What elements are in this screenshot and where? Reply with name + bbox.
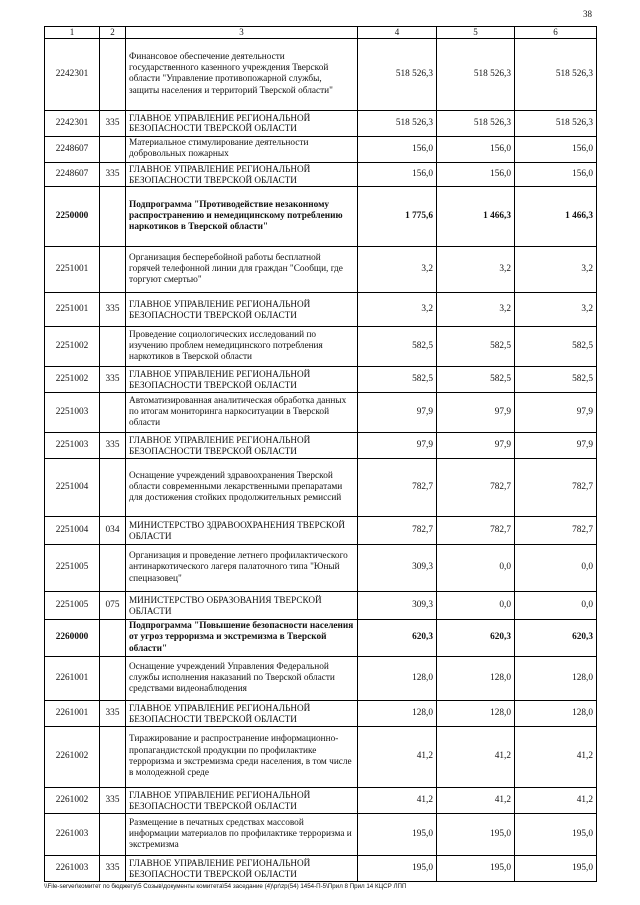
row-value-2: 195,0 bbox=[437, 856, 515, 882]
row-code: 2261002 bbox=[45, 727, 100, 788]
row-subcode: 034 bbox=[100, 517, 126, 545]
table-row bbox=[45, 701, 597, 727]
table-row bbox=[45, 393, 597, 433]
row-value-2: 156,0 bbox=[437, 136, 515, 162]
row-value-3: 3,2 bbox=[515, 293, 597, 327]
row-value-3: 518 526,3 bbox=[515, 110, 597, 136]
row-name: Размещение в печатных средствах массовой информации материалов по профилактике терроризма и экстремизма bbox=[126, 814, 358, 856]
column-header: 1 bbox=[45, 27, 100, 39]
row-value-1: 518 526,3 bbox=[358, 110, 437, 136]
row-code: 2260000 bbox=[45, 620, 100, 657]
row-value-2: 128,0 bbox=[437, 657, 515, 701]
table-row bbox=[45, 459, 597, 517]
row-code: 2251005 bbox=[45, 545, 100, 592]
row-value-2: 1 466,3 bbox=[437, 187, 515, 247]
row-code: 2251004 bbox=[45, 517, 100, 545]
row-code: 2251005 bbox=[45, 592, 100, 620]
row-value-2: 582,5 bbox=[437, 367, 515, 393]
row-value-3: 782,7 bbox=[515, 517, 597, 545]
table-row bbox=[45, 136, 597, 162]
row-value-1: 309,3 bbox=[358, 545, 437, 592]
row-subcode: 335 bbox=[100, 110, 126, 136]
row-value-3: 128,0 bbox=[515, 701, 597, 727]
row-subcode: 075 bbox=[100, 592, 126, 620]
row-code: 2251001 bbox=[45, 293, 100, 327]
row-value-1: 195,0 bbox=[358, 814, 437, 856]
row-value-2: 41,2 bbox=[437, 727, 515, 788]
row-value-3: 3,2 bbox=[515, 247, 597, 293]
column-header: 2 bbox=[100, 27, 126, 39]
row-subcode: 335 bbox=[100, 367, 126, 393]
row-name: Организация и проведение летнего профилактического антинаркотического лагеря палаточного типа "Юный спецназовец" bbox=[126, 545, 358, 592]
row-subcode bbox=[100, 814, 126, 856]
budget-table bbox=[44, 26, 597, 882]
row-code: 2248607 bbox=[45, 162, 100, 186]
column-header: 4 bbox=[358, 27, 437, 39]
table-row bbox=[45, 433, 597, 459]
row-name: Организация бесперебойной работы бесплатной горячей телефонной линии для граждан "Сообщи, где торгуют смертью" bbox=[126, 247, 358, 293]
row-code: 2251003 bbox=[45, 393, 100, 433]
row-name: МИНИСТЕРСТВО ОБРАЗОВАНИЯ ТВЕРСКОЙ ОБЛАСТИ bbox=[126, 592, 358, 620]
row-value-3: 156,0 bbox=[515, 136, 597, 162]
row-value-3: 97,9 bbox=[515, 393, 597, 433]
row-code: 2261001 bbox=[45, 657, 100, 701]
row-value-3: 41,2 bbox=[515, 788, 597, 814]
row-subcode: 335 bbox=[100, 856, 126, 882]
table-row bbox=[45, 327, 597, 367]
table-row bbox=[45, 727, 597, 788]
row-name: Подпрограмма "Противодействие незаконному распространению и немедицинскому потреблению наркотиков в Тверской области" bbox=[126, 187, 358, 247]
row-name: Финансовое обеспечение деятельности государственного казенного учреждения Тверской области "Управление противопожарной службы, защиты населения и территорий Тверской области" bbox=[126, 38, 358, 110]
row-code: 2261003 bbox=[45, 856, 100, 882]
row-subcode: 335 bbox=[100, 788, 126, 814]
row-value-2: 0,0 bbox=[437, 592, 515, 620]
row-value-3: 156,0 bbox=[515, 162, 597, 186]
row-value-2: 41,2 bbox=[437, 788, 515, 814]
row-name: ГЛАВНОЕ УПРАВЛЕНИЕ РЕГИОНАЛЬНОЙ БЕЗОПАСНОСТИ ТВЕРСКОЙ ОБЛАСТИ bbox=[126, 110, 358, 136]
row-value-1: 128,0 bbox=[358, 657, 437, 701]
column-header: 3 bbox=[126, 27, 358, 39]
row-value-2: 128,0 bbox=[437, 701, 515, 727]
row-value-2: 3,2 bbox=[437, 293, 515, 327]
row-subcode: 335 bbox=[100, 293, 126, 327]
row-name: ГЛАВНОЕ УПРАВЛЕНИЕ РЕГИОНАЛЬНОЙ БЕЗОПАСНОСТИ ТВЕРСКОЙ ОБЛАСТИ bbox=[126, 162, 358, 186]
row-name: МИНИСТЕРСТВО ЗДРАВООХРАНЕНИЯ ТВЕРСКОЙ ОБЛАСТИ bbox=[126, 517, 358, 545]
row-code: 2251002 bbox=[45, 327, 100, 367]
row-subcode: 335 bbox=[100, 162, 126, 186]
row-value-2: 3,2 bbox=[437, 247, 515, 293]
row-name: ГЛАВНОЕ УПРАВЛЕНИЕ РЕГИОНАЛЬНОЙ БЕЗОПАСНОСТИ ТВЕРСКОЙ ОБЛАСТИ bbox=[126, 856, 358, 882]
row-value-1: 156,0 bbox=[358, 162, 437, 186]
row-value-1: 97,9 bbox=[358, 393, 437, 433]
table-row bbox=[45, 814, 597, 856]
row-value-3: 195,0 bbox=[515, 856, 597, 882]
row-name: ГЛАВНОЕ УПРАВЛЕНИЕ РЕГИОНАЛЬНОЙ БЕЗОПАСНОСТИ ТВЕРСКОЙ ОБЛАСТИ bbox=[126, 701, 358, 727]
row-name: Проведение социологических исследований по изучению проблем немедицинского потребления наркотиков в Тверской области bbox=[126, 327, 358, 367]
row-value-3: 41,2 bbox=[515, 727, 597, 788]
row-value-1: 782,7 bbox=[358, 517, 437, 545]
row-subcode bbox=[100, 327, 126, 367]
row-subcode bbox=[100, 38, 126, 110]
row-code: 2248607 bbox=[45, 136, 100, 162]
row-value-2: 0,0 bbox=[437, 545, 515, 592]
table-row bbox=[45, 517, 597, 545]
row-value-1: 195,0 bbox=[358, 856, 437, 882]
row-value-1: 3,2 bbox=[358, 293, 437, 327]
column-header: 5 bbox=[437, 27, 515, 39]
row-subcode: 335 bbox=[100, 701, 126, 727]
row-value-1: 41,2 bbox=[358, 788, 437, 814]
row-subcode bbox=[100, 727, 126, 788]
row-value-2: 782,7 bbox=[437, 517, 515, 545]
row-name: Подпрограмма "Повышение безопасности населения от угроз терроризма и экстремизма в Тверской области" bbox=[126, 620, 358, 657]
row-value-1: 620,3 bbox=[358, 620, 437, 657]
table-row bbox=[45, 187, 597, 247]
row-name: Оснащение учреждений здравоохранения Тверской области современными лекарственными препаратами для достижения стойких продолжительных ремиссий bbox=[126, 459, 358, 517]
row-subcode bbox=[100, 459, 126, 517]
table-row bbox=[45, 657, 597, 701]
row-name: Автоматизированная аналитическая обработка данных по итогам мониторинга наркоситуации в Тверской области bbox=[126, 393, 358, 433]
row-code: 2251003 bbox=[45, 433, 100, 459]
row-value-3: 0,0 bbox=[515, 545, 597, 592]
table-row bbox=[45, 545, 597, 592]
row-name: Оснащение учреждений Управления Федеральной службы исполнения наказаний по Тверской области средствами видеонаблюдения bbox=[126, 657, 358, 701]
file-path-footer: \\File-server\комитет по бюджету\5 Созыв\документы комитета\54 заседание (4)\pr\zp(54) 1454-П-5\Прил 8 Прил 14 КЦСР ЛПП bbox=[44, 883, 407, 890]
row-value-1: 1 775,6 bbox=[358, 187, 437, 247]
row-value-2: 582,5 bbox=[437, 327, 515, 367]
row-value-1: 518 526,3 bbox=[358, 38, 437, 110]
table-row bbox=[45, 110, 597, 136]
row-name: ГЛАВНОЕ УПРАВЛЕНИЕ РЕГИОНАЛЬНОЙ БЕЗОПАСНОСТИ ТВЕРСКОЙ ОБЛАСТИ bbox=[126, 293, 358, 327]
row-code: 2251002 bbox=[45, 367, 100, 393]
table-row bbox=[45, 592, 597, 620]
row-value-1: 128,0 bbox=[358, 701, 437, 727]
row-value-2: 518 526,3 bbox=[437, 110, 515, 136]
page-number: 38 bbox=[583, 9, 592, 19]
row-value-3: 128,0 bbox=[515, 657, 597, 701]
row-code: 2242301 bbox=[45, 110, 100, 136]
table-row bbox=[45, 620, 597, 657]
row-subcode bbox=[100, 393, 126, 433]
row-name: ГЛАВНОЕ УПРАВЛЕНИЕ РЕГИОНАЛЬНОЙ БЕЗОПАСНОСТИ ТВЕРСКОЙ ОБЛАСТИ bbox=[126, 367, 358, 393]
row-code: 2261001 bbox=[45, 701, 100, 727]
row-name: ГЛАВНОЕ УПРАВЛЕНИЕ РЕГИОНАЛЬНОЙ БЕЗОПАСНОСТИ ТВЕРСКОЙ ОБЛАСТИ bbox=[126, 788, 358, 814]
table-row bbox=[45, 247, 597, 293]
row-code: 2250000 bbox=[45, 187, 100, 247]
row-subcode bbox=[100, 545, 126, 592]
row-subcode bbox=[100, 620, 126, 657]
column-header: 6 bbox=[515, 27, 597, 39]
row-value-3: 620,3 bbox=[515, 620, 597, 657]
row-value-1: 309,3 bbox=[358, 592, 437, 620]
row-value-1: 782,7 bbox=[358, 459, 437, 517]
row-name: ГЛАВНОЕ УПРАВЛЕНИЕ РЕГИОНАЛЬНОЙ БЕЗОПАСНОСТИ ТВЕРСКОЙ ОБЛАСТИ bbox=[126, 433, 358, 459]
row-value-3: 97,9 bbox=[515, 433, 597, 459]
row-code: 2251004 bbox=[45, 459, 100, 517]
row-subcode bbox=[100, 247, 126, 293]
row-value-1: 156,0 bbox=[358, 136, 437, 162]
row-subcode bbox=[100, 136, 126, 162]
row-code: 2261002 bbox=[45, 788, 100, 814]
row-value-1: 582,5 bbox=[358, 327, 437, 367]
row-value-1: 582,5 bbox=[358, 367, 437, 393]
row-code: 2242301 bbox=[45, 38, 100, 110]
row-code: 2261003 bbox=[45, 814, 100, 856]
row-code: 2251001 bbox=[45, 247, 100, 293]
row-value-2: 156,0 bbox=[437, 162, 515, 186]
table-header-row bbox=[45, 27, 597, 39]
row-value-3: 582,5 bbox=[515, 327, 597, 367]
row-subcode: 335 bbox=[100, 433, 126, 459]
row-value-1: 41,2 bbox=[358, 727, 437, 788]
row-subcode bbox=[100, 657, 126, 701]
row-value-3: 518 526,3 bbox=[515, 38, 597, 110]
row-value-1: 3,2 bbox=[358, 247, 437, 293]
row-value-2: 782,7 bbox=[437, 459, 515, 517]
row-value-2: 97,9 bbox=[437, 433, 515, 459]
table-row bbox=[45, 162, 597, 186]
row-value-3: 782,7 bbox=[515, 459, 597, 517]
row-value-2: 518 526,3 bbox=[437, 38, 515, 110]
row-value-1: 97,9 bbox=[358, 433, 437, 459]
row-value-3: 0,0 bbox=[515, 592, 597, 620]
table-row bbox=[45, 367, 597, 393]
row-value-2: 195,0 bbox=[437, 814, 515, 856]
row-value-2: 97,9 bbox=[437, 393, 515, 433]
table-row bbox=[45, 293, 597, 327]
row-name: Материальное стимулирование деятельности добровольных пожарных bbox=[126, 136, 358, 162]
table-row bbox=[45, 38, 597, 110]
table-row bbox=[45, 856, 597, 882]
row-subcode bbox=[100, 187, 126, 247]
row-value-2: 620,3 bbox=[437, 620, 515, 657]
row-name: Тиражирование и распространение информационно-пропагандистской продукции по профилактике терроризма и экстремизма среди населения, в том числе в молодежной среде bbox=[126, 727, 358, 788]
row-value-3: 582,5 bbox=[515, 367, 597, 393]
table-row bbox=[45, 788, 597, 814]
row-value-3: 1 466,3 bbox=[515, 187, 597, 247]
row-value-3: 195,0 bbox=[515, 814, 597, 856]
